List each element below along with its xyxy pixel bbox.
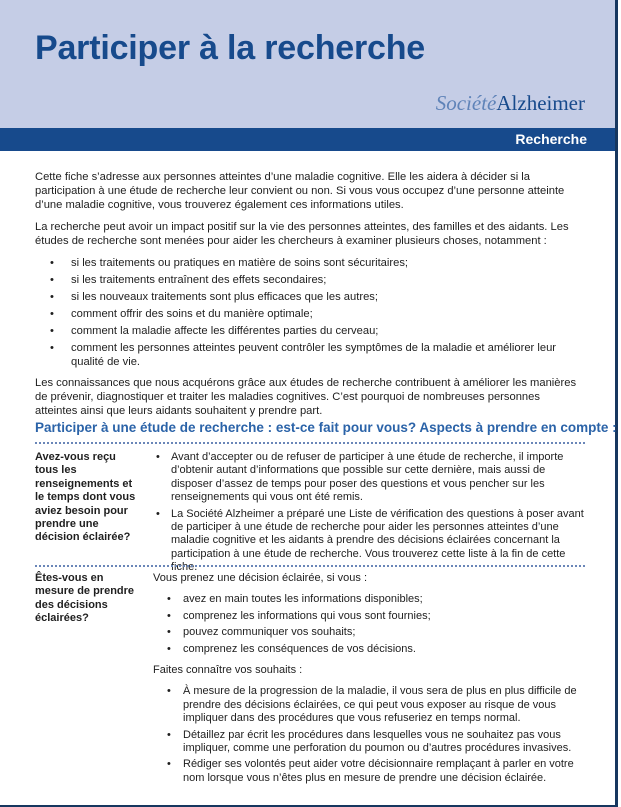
research-goals-list <box>35 256 585 369</box>
row-answer <box>153 451 585 583</box>
list-item: • comprenez les informations qui vous sont fournies; <box>153 610 585 623</box>
row-question: Êtes-vous en mesure de prendre des décisions éclairées? <box>35 572 135 625</box>
list-item: • Avant d’accepter ou de refuser de participer à une étude de recherche, il importe d’obtenir autant d’informations que possible sur cette dernière, mais aussi de disposer d’assez de temps pour poser des questions et vous pencher sur les renseignements qui vous ont été remis. <box>153 451 585 505</box>
intro-paragraph-2: La recherche peut avoir un impact positif sur la vie des personnes atteintes, des familles et des aidants. Les études de recherche sont menées pour aider les chercheurs à examiner plusieurs choses, notamment : <box>35 221 569 247</box>
row-lead: Vous prenez une décision éclairée, si vous : <box>153 572 368 584</box>
intro-paragraph-3: Les connaissances que nous acquérons grâce aux études de recherche contribuent à améliorer les manières de prévenir, diagnostiquer et traiter les maladies cognitives. C’est pourquoi de nombreuses personnes atteintes ainsi que leurs aidants souhaitent y prendre part. <box>35 377 577 417</box>
list-item: • Rédiger ses volontés peut aider votre décisionnaire remplaçant à parler en votre nom lorsque vous n’êtes plus en mesure de prendre une décision éclairée. <box>153 758 585 785</box>
row-answer <box>153 572 585 793</box>
section-heading: Participer à une étude de recherche : est-ce fait pour vous? Aspects à prendre en compte : <box>35 420 617 435</box>
band-label: Recherche <box>515 131 587 147</box>
divider <box>35 565 585 567</box>
list-item: • si les traitements ou pratiques en matière de soins sont sécuritaires; <box>35 256 585 270</box>
row-lead: Faites connaître vos souhaits : <box>153 664 303 677</box>
list-item: • pouvez communiquer vos souhaits; <box>153 626 585 639</box>
intro-paragraph-1: Cette fiche s’adresse aux personnes atteintes d’une maladie cognitive. Elle les aidera à décider si la participation à une étude de recherche leur convient ou non. Si vous vous occupez d’une personne atteinte d’une maladie cognitive, vous trouverez également ces informations utiles. <box>35 171 565 211</box>
section-band <box>0 128 615 151</box>
list-item: • si les traitements entraînent des effets secondaires; <box>35 273 585 287</box>
brand-logo <box>436 91 585 116</box>
page-title: Participer à la recherche <box>35 29 426 67</box>
list-item: • Détaillez par écrit les procédures dans lesquelles vous ne souhaitez pas vous impliquer, comme une perforation du poumon ou d’autres procédures invasives. <box>153 729 585 756</box>
list-item: • comment offrir des soins et du manière optimale; <box>35 307 585 321</box>
list-item: • comprenez les conséquences de vos décisions. <box>153 643 585 656</box>
divider <box>35 442 585 444</box>
brand-name: Alzheimer <box>496 91 585 115</box>
list-item: • À mesure de la progression de la maladie, il vous sera de plus en plus difficile de prendre des décisions éclairées, ce qui peut vous exposer au risque de vous impliquer dans des procédures que vous refuseriez en temps normal. <box>153 685 585 725</box>
list-item: • comment les personnes atteintes peuvent contrôler les symptômes de la maladie et améliorer leur qualité de vie. <box>35 341 585 369</box>
row-question: Avez-vous reçu tous les renseignements et le temps dont vous aviez besoin pour prendre une décision éclairée? <box>35 451 136 544</box>
list-item: • comment la maladie affecte les différentes parties du cerveau; <box>35 324 585 338</box>
brand-script: Société <box>435 91 497 115</box>
header <box>0 0 615 128</box>
list-item: • si les nouveaux traitements sont plus efficaces que les autres; <box>35 290 585 304</box>
list-item: • avez en main toutes les informations disponibles; <box>153 593 585 606</box>
list-item: • La Société Alzheimer a préparé une Liste de vérification des questions à poser avant de participer à une étude de recherche pour aider les personnes atteintes d’une maladie cognitive et les aidants à prendre des décisions éclairées concernant la participation à une étude de recherche. Vous trouverez cette liste à la fin de cette fiche. <box>153 508 585 575</box>
intro <box>35 170 585 426</box>
